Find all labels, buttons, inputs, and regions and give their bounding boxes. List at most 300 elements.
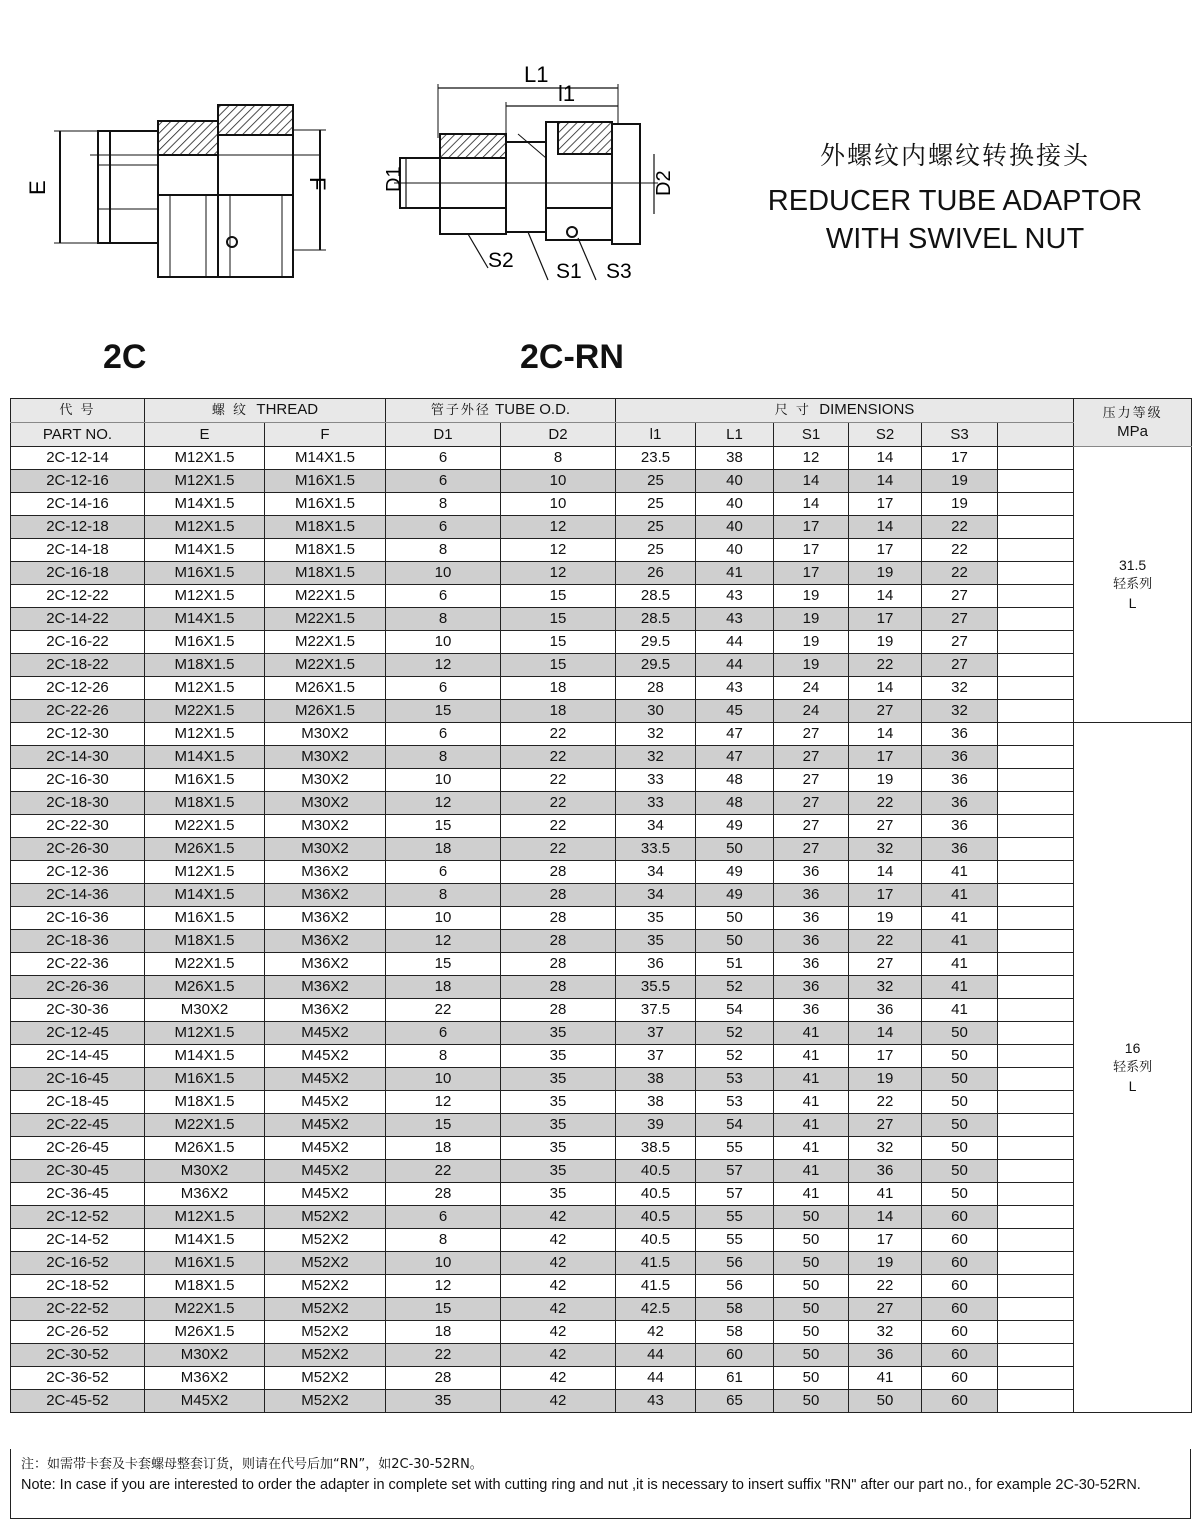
value-cell: 22 (849, 792, 922, 815)
value-cell: 50 (922, 1160, 998, 1183)
table-row (11, 539, 1192, 562)
value-cell: M18X1.5 (145, 1091, 265, 1114)
value-cell: M52X2 (265, 1367, 386, 1390)
part-no-cell: 2C-18-52 (11, 1275, 145, 1298)
value-cell: 19 (774, 585, 849, 608)
value-cell: 10 (386, 631, 501, 654)
part-no-cell: 2C-12-26 (11, 677, 145, 700)
table-row (11, 907, 1192, 930)
value-cell: 27 (774, 838, 849, 861)
part-no-cell: 2C-16-30 (11, 769, 145, 792)
value-cell: M36X2 (265, 976, 386, 999)
value-cell: 65 (696, 1390, 774, 1413)
value-cell: M22X1.5 (145, 815, 265, 838)
value-cell: 41 (774, 1091, 849, 1114)
value-cell: 36 (774, 999, 849, 1022)
value-cell: M45X2 (265, 1068, 386, 1091)
order-note (10, 1449, 1191, 1519)
value-cell: 14 (774, 470, 849, 493)
value-cell: 50 (774, 1206, 849, 1229)
value-cell: M52X2 (265, 1298, 386, 1321)
table-row (11, 976, 1192, 999)
table-row (11, 953, 1192, 976)
pressure-value: 31.5 (1118, 557, 1147, 573)
value-cell: M18X1.5 (265, 562, 386, 585)
value-cell: 15 (501, 585, 616, 608)
value-cell: 27 (774, 746, 849, 769)
blank-cell (998, 792, 1074, 815)
value-cell: 19 (849, 769, 922, 792)
value-cell: 32 (849, 1137, 922, 1160)
value-cell: 52 (696, 1045, 774, 1068)
value-cell: 18 (501, 677, 616, 700)
value-cell: M22X1.5 (145, 1114, 265, 1137)
value-cell: 45 (696, 700, 774, 723)
value-cell: 28 (501, 884, 616, 907)
header-col-s3: S3 (922, 423, 998, 447)
value-cell: 14 (849, 516, 922, 539)
value-cell: 10 (386, 907, 501, 930)
value-cell: 8 (386, 539, 501, 562)
value-cell: 50 (922, 1068, 998, 1091)
value-cell: 34 (616, 861, 696, 884)
value-cell: 48 (696, 792, 774, 815)
part-no-cell: 2C-45-52 (11, 1390, 145, 1413)
value-cell: 56 (696, 1252, 774, 1275)
value-cell: 42.5 (616, 1298, 696, 1321)
value-cell: 19 (849, 562, 922, 585)
value-cell: M16X1.5 (265, 470, 386, 493)
header-col-l1: L1 (696, 423, 774, 447)
value-cell: 35 (501, 1160, 616, 1183)
value-cell: 42 (501, 1229, 616, 1252)
value-cell: M30X2 (265, 838, 386, 861)
value-cell: 41 (922, 930, 998, 953)
value-cell: 6 (386, 516, 501, 539)
value-cell: M30X2 (145, 1344, 265, 1367)
part-no-cell: 2C-26-30 (11, 838, 145, 861)
table-row (11, 1275, 1192, 1298)
value-cell: 15 (501, 608, 616, 631)
value-cell: M26X1.5 (145, 838, 265, 861)
header-col-f: F (265, 423, 386, 447)
blank-cell (998, 1068, 1074, 1091)
part-no-cell: 2C-30-45 (11, 1160, 145, 1183)
value-cell: 27 (849, 1114, 922, 1137)
blank-cell (998, 1367, 1074, 1390)
value-cell: 35 (386, 1390, 501, 1413)
value-cell: 55 (696, 1229, 774, 1252)
value-cell: 28.5 (616, 585, 696, 608)
value-cell: 39 (616, 1114, 696, 1137)
value-cell: 15 (501, 631, 616, 654)
value-cell: 32 (616, 746, 696, 769)
blank-cell (998, 953, 1074, 976)
value-cell: 14 (849, 447, 922, 470)
value-cell: 12 (386, 930, 501, 953)
value-cell: 35 (616, 930, 696, 953)
part-no-cell: 2C-18-30 (11, 792, 145, 815)
part-no-cell: 2C-16-52 (11, 1252, 145, 1275)
value-cell: 60 (922, 1252, 998, 1275)
part-no-cell: 2C-16-36 (11, 907, 145, 930)
value-cell: 60 (922, 1298, 998, 1321)
value-cell: 43 (616, 1390, 696, 1413)
value-cell: 17 (774, 539, 849, 562)
value-cell: 56 (696, 1275, 774, 1298)
value-cell: 17 (922, 447, 998, 470)
value-cell: 28 (501, 861, 616, 884)
value-cell: M12X1.5 (145, 723, 265, 746)
value-cell: 12 (501, 562, 616, 585)
value-cell: 41 (774, 1160, 849, 1183)
value-cell: M22X1.5 (145, 953, 265, 976)
header-col-d1: D1 (386, 423, 501, 447)
part-no-cell: 2C-14-22 (11, 608, 145, 631)
value-cell: 28 (501, 976, 616, 999)
value-cell: M45X2 (145, 1390, 265, 1413)
value-cell: 19 (849, 907, 922, 930)
value-cell: 22 (501, 838, 616, 861)
product-title (760, 136, 1150, 258)
value-cell: 51 (696, 953, 774, 976)
value-cell: 6 (386, 677, 501, 700)
part-no-cell: 2C-14-16 (11, 493, 145, 516)
value-cell: 41 (774, 1114, 849, 1137)
value-cell: 36 (774, 953, 849, 976)
value-cell: 33.5 (616, 838, 696, 861)
value-cell: 50 (696, 838, 774, 861)
part-no-cell: 2C-18-22 (11, 654, 145, 677)
blank-cell (998, 1252, 1074, 1275)
table-row (11, 1160, 1192, 1183)
value-cell: 28 (386, 1183, 501, 1206)
blank-cell (998, 907, 1074, 930)
value-cell: 27 (774, 792, 849, 815)
value-cell: 44 (696, 654, 774, 677)
part-no-cell: 2C-12-30 (11, 723, 145, 746)
value-cell: 18 (386, 838, 501, 861)
blank-cell (998, 976, 1074, 999)
value-cell: M22X1.5 (265, 608, 386, 631)
value-cell: M30X2 (265, 723, 386, 746)
value-cell: 27 (774, 769, 849, 792)
part-no-cell: 2C-22-52 (11, 1298, 145, 1321)
value-cell: 52 (696, 1022, 774, 1045)
table-row (11, 1321, 1192, 1344)
part-no-cell: 2C-18-45 (11, 1091, 145, 1114)
value-cell: 28 (386, 1367, 501, 1390)
value-cell: 50 (774, 1367, 849, 1390)
value-cell: 42 (616, 1321, 696, 1344)
value-cell: 17 (849, 746, 922, 769)
value-cell: 36 (774, 861, 849, 884)
value-cell: 40 (696, 516, 774, 539)
value-cell: 53 (696, 1091, 774, 1114)
value-cell: 19 (774, 631, 849, 654)
value-cell: M45X2 (265, 1091, 386, 1114)
value-cell: M52X2 (265, 1206, 386, 1229)
value-cell: 22 (922, 539, 998, 562)
value-cell: 10 (386, 1252, 501, 1275)
value-cell: 60 (922, 1229, 998, 1252)
dim-s3-label: S3 (606, 260, 632, 283)
value-cell: 43 (696, 608, 774, 631)
blank-cell (998, 861, 1074, 884)
model-2c-label: 2C (103, 338, 147, 376)
value-cell: M52X2 (265, 1344, 386, 1367)
value-cell: 49 (696, 815, 774, 838)
blank-cell (998, 884, 1074, 907)
part-no-cell: 2C-14-52 (11, 1229, 145, 1252)
value-cell: 60 (696, 1344, 774, 1367)
value-cell: 58 (696, 1321, 774, 1344)
value-cell: 43 (696, 677, 774, 700)
value-cell: 22 (386, 1160, 501, 1183)
value-cell: M14X1.5 (145, 1045, 265, 1068)
part-no-cell: 2C-12-18 (11, 516, 145, 539)
part-no-cell: 2C-22-26 (11, 700, 145, 723)
note-cn: 注：如需带卡套及卡套螺母整套订货，则请在代号后加“RN”，如2C-30-52RN。 (21, 1457, 483, 1472)
blank-cell (998, 930, 1074, 953)
value-cell: 35 (501, 1068, 616, 1091)
dim-s2-label: S2 (488, 249, 514, 272)
blank-cell (998, 769, 1074, 792)
table-row (11, 493, 1192, 516)
value-cell: 22 (849, 930, 922, 953)
value-cell: 28.5 (616, 608, 696, 631)
value-cell: 22 (501, 769, 616, 792)
blank-cell (998, 1321, 1074, 1344)
value-cell: 12 (501, 539, 616, 562)
part-no-cell: 2C-36-52 (11, 1367, 145, 1390)
value-cell: 42 (501, 1344, 616, 1367)
value-cell: 36 (774, 976, 849, 999)
table-row (11, 585, 1192, 608)
value-cell: 60 (922, 1206, 998, 1229)
table-row (11, 861, 1192, 884)
blank-cell (998, 608, 1074, 631)
value-cell: 41 (774, 1068, 849, 1091)
value-cell: 15 (386, 953, 501, 976)
value-cell: 35 (501, 1137, 616, 1160)
dim-d2-label: D2 (653, 170, 675, 196)
part-no-cell: 2C-26-52 (11, 1321, 145, 1344)
table-row (11, 1229, 1192, 1252)
value-cell: 37.5 (616, 999, 696, 1022)
value-cell: 8 (386, 1045, 501, 1068)
value-cell: 35 (501, 1183, 616, 1206)
value-cell: 50 (774, 1275, 849, 1298)
value-cell: M16X1.5 (145, 562, 265, 585)
part-no-cell: 2C-22-36 (11, 953, 145, 976)
table-row (11, 1045, 1192, 1068)
blank-cell (998, 838, 1074, 861)
value-cell: M36X2 (265, 861, 386, 884)
value-cell: 36 (774, 930, 849, 953)
part-no-cell: 2C-12-36 (11, 861, 145, 884)
value-cell: 41 (774, 1183, 849, 1206)
value-cell: 22 (386, 999, 501, 1022)
table-row (11, 1252, 1192, 1275)
blank-cell (998, 516, 1074, 539)
table-row (11, 769, 1192, 792)
value-cell: 35 (501, 1114, 616, 1137)
value-cell: 35 (501, 1091, 616, 1114)
value-cell: M26X1.5 (265, 700, 386, 723)
value-cell: 50 (774, 1252, 849, 1275)
table-row (11, 1091, 1192, 1114)
value-cell: M18X1.5 (145, 654, 265, 677)
value-cell: 50 (849, 1390, 922, 1413)
blank-cell (998, 562, 1074, 585)
table-row (11, 792, 1192, 815)
value-cell: 6 (386, 723, 501, 746)
part-no-cell: 2C-26-36 (11, 976, 145, 999)
value-cell: M22X1.5 (145, 700, 265, 723)
value-cell: M45X2 (265, 1160, 386, 1183)
value-cell: 25 (616, 493, 696, 516)
value-cell: 34 (616, 884, 696, 907)
value-cell: 30 (616, 700, 696, 723)
value-cell: 60 (922, 1321, 998, 1344)
value-cell: 42 (501, 1206, 616, 1229)
value-cell: 22 (922, 516, 998, 539)
value-cell: 28 (616, 677, 696, 700)
value-cell: M52X2 (265, 1229, 386, 1252)
value-cell: 12 (386, 1275, 501, 1298)
value-cell: M12X1.5 (145, 470, 265, 493)
value-cell: 52 (696, 976, 774, 999)
blank-cell (998, 1298, 1074, 1321)
value-cell: 27 (774, 815, 849, 838)
header-col-d2: D2 (501, 423, 616, 447)
value-cell: M18X1.5 (265, 539, 386, 562)
value-cell: 35.5 (616, 976, 696, 999)
dim-d1-label: D1 (383, 166, 405, 192)
value-cell: M12X1.5 (145, 1022, 265, 1045)
value-cell: M14X1.5 (145, 608, 265, 631)
value-cell: 8 (386, 1229, 501, 1252)
blank-cell (998, 1390, 1074, 1413)
value-cell: 14 (849, 585, 922, 608)
value-cell: 17 (849, 608, 922, 631)
table-row (11, 654, 1192, 677)
part-no-cell: 2C-18-36 (11, 930, 145, 953)
table-row (11, 1114, 1192, 1137)
value-cell: 10 (386, 769, 501, 792)
table-row (11, 1137, 1192, 1160)
value-cell: 47 (696, 746, 774, 769)
value-cell: M52X2 (265, 1321, 386, 1344)
table-row (11, 470, 1192, 493)
value-cell: 6 (386, 470, 501, 493)
value-cell: M26X1.5 (145, 1321, 265, 1344)
value-cell: 19 (849, 631, 922, 654)
value-cell: 50 (696, 907, 774, 930)
value-cell: 41 (922, 976, 998, 999)
table-row (11, 746, 1192, 769)
value-cell: M30X2 (265, 792, 386, 815)
value-cell: 14 (849, 677, 922, 700)
blank-cell (998, 470, 1074, 493)
value-cell: 60 (922, 1275, 998, 1298)
value-cell: 6 (386, 447, 501, 470)
header-pressure: 压力等级 MPa (1074, 399, 1192, 447)
value-cell: 6 (386, 1206, 501, 1229)
value-cell: M26X1.5 (145, 976, 265, 999)
value-cell: M36X2 (145, 1367, 265, 1390)
table-row (11, 1390, 1192, 1413)
value-cell: 28 (501, 907, 616, 930)
header-tube: 管子外径 TUBE O.D. (386, 399, 616, 423)
value-cell: 14 (849, 1206, 922, 1229)
value-cell: 19 (849, 1252, 922, 1275)
value-cell: 41 (849, 1367, 922, 1390)
header-thread: 螺 纹 THREAD (145, 399, 386, 423)
value-cell: M12X1.5 (145, 516, 265, 539)
value-cell: 32 (922, 677, 998, 700)
value-cell: M16X1.5 (145, 1068, 265, 1091)
value-cell: 10 (386, 562, 501, 585)
note-en: Note: In case if you are interested to order the adapter in complete set with cutting ring and nut ,it is necessary to insert suffix "RN" after our part no., for example 2C-30-52RN. (21, 1477, 1141, 1493)
value-cell: 50 (774, 1298, 849, 1321)
blank-cell (998, 746, 1074, 769)
value-cell: M14X1.5 (145, 1229, 265, 1252)
blank-cell (998, 1160, 1074, 1183)
value-cell: 17 (774, 562, 849, 585)
value-cell: 38 (616, 1091, 696, 1114)
value-cell: M45X2 (265, 1022, 386, 1045)
header-dimensions: 尺 寸 DIMENSIONS (616, 399, 1074, 423)
table-row (11, 447, 1192, 470)
value-cell: M12X1.5 (145, 677, 265, 700)
value-cell: M22X1.5 (265, 585, 386, 608)
value-cell: 60 (922, 1367, 998, 1390)
part-no-cell: 2C-12-14 (11, 447, 145, 470)
value-cell: 55 (696, 1137, 774, 1160)
part-no-cell: 2C-22-45 (11, 1114, 145, 1137)
blank-cell (998, 723, 1074, 746)
value-cell: M45X2 (265, 1137, 386, 1160)
table-row (11, 1183, 1192, 1206)
value-cell: 36 (922, 746, 998, 769)
value-cell: 48 (696, 769, 774, 792)
value-cell: M36X2 (145, 1183, 265, 1206)
value-cell: 57 (696, 1160, 774, 1183)
part-no-cell: 2C-14-36 (11, 884, 145, 907)
value-cell: M16X1.5 (145, 631, 265, 654)
pressure-value: 16 (1124, 1040, 1141, 1056)
table-row (11, 723, 1192, 746)
model-2crn-label: 2C-RN (520, 338, 624, 376)
part-no-cell: 2C-30-36 (11, 999, 145, 1022)
value-cell: 27 (922, 631, 998, 654)
value-cell: 12 (386, 792, 501, 815)
value-cell: 6 (386, 861, 501, 884)
value-cell: 41 (922, 999, 998, 1022)
value-cell: 36 (922, 815, 998, 838)
value-cell: 38 (696, 447, 774, 470)
value-cell: 49 (696, 861, 774, 884)
blank-cell (998, 1206, 1074, 1229)
value-cell: 27 (849, 953, 922, 976)
value-cell: 22 (501, 792, 616, 815)
value-cell: M36X2 (265, 953, 386, 976)
value-cell: 14 (849, 723, 922, 746)
table-row (11, 677, 1192, 700)
value-cell: 41 (696, 562, 774, 585)
